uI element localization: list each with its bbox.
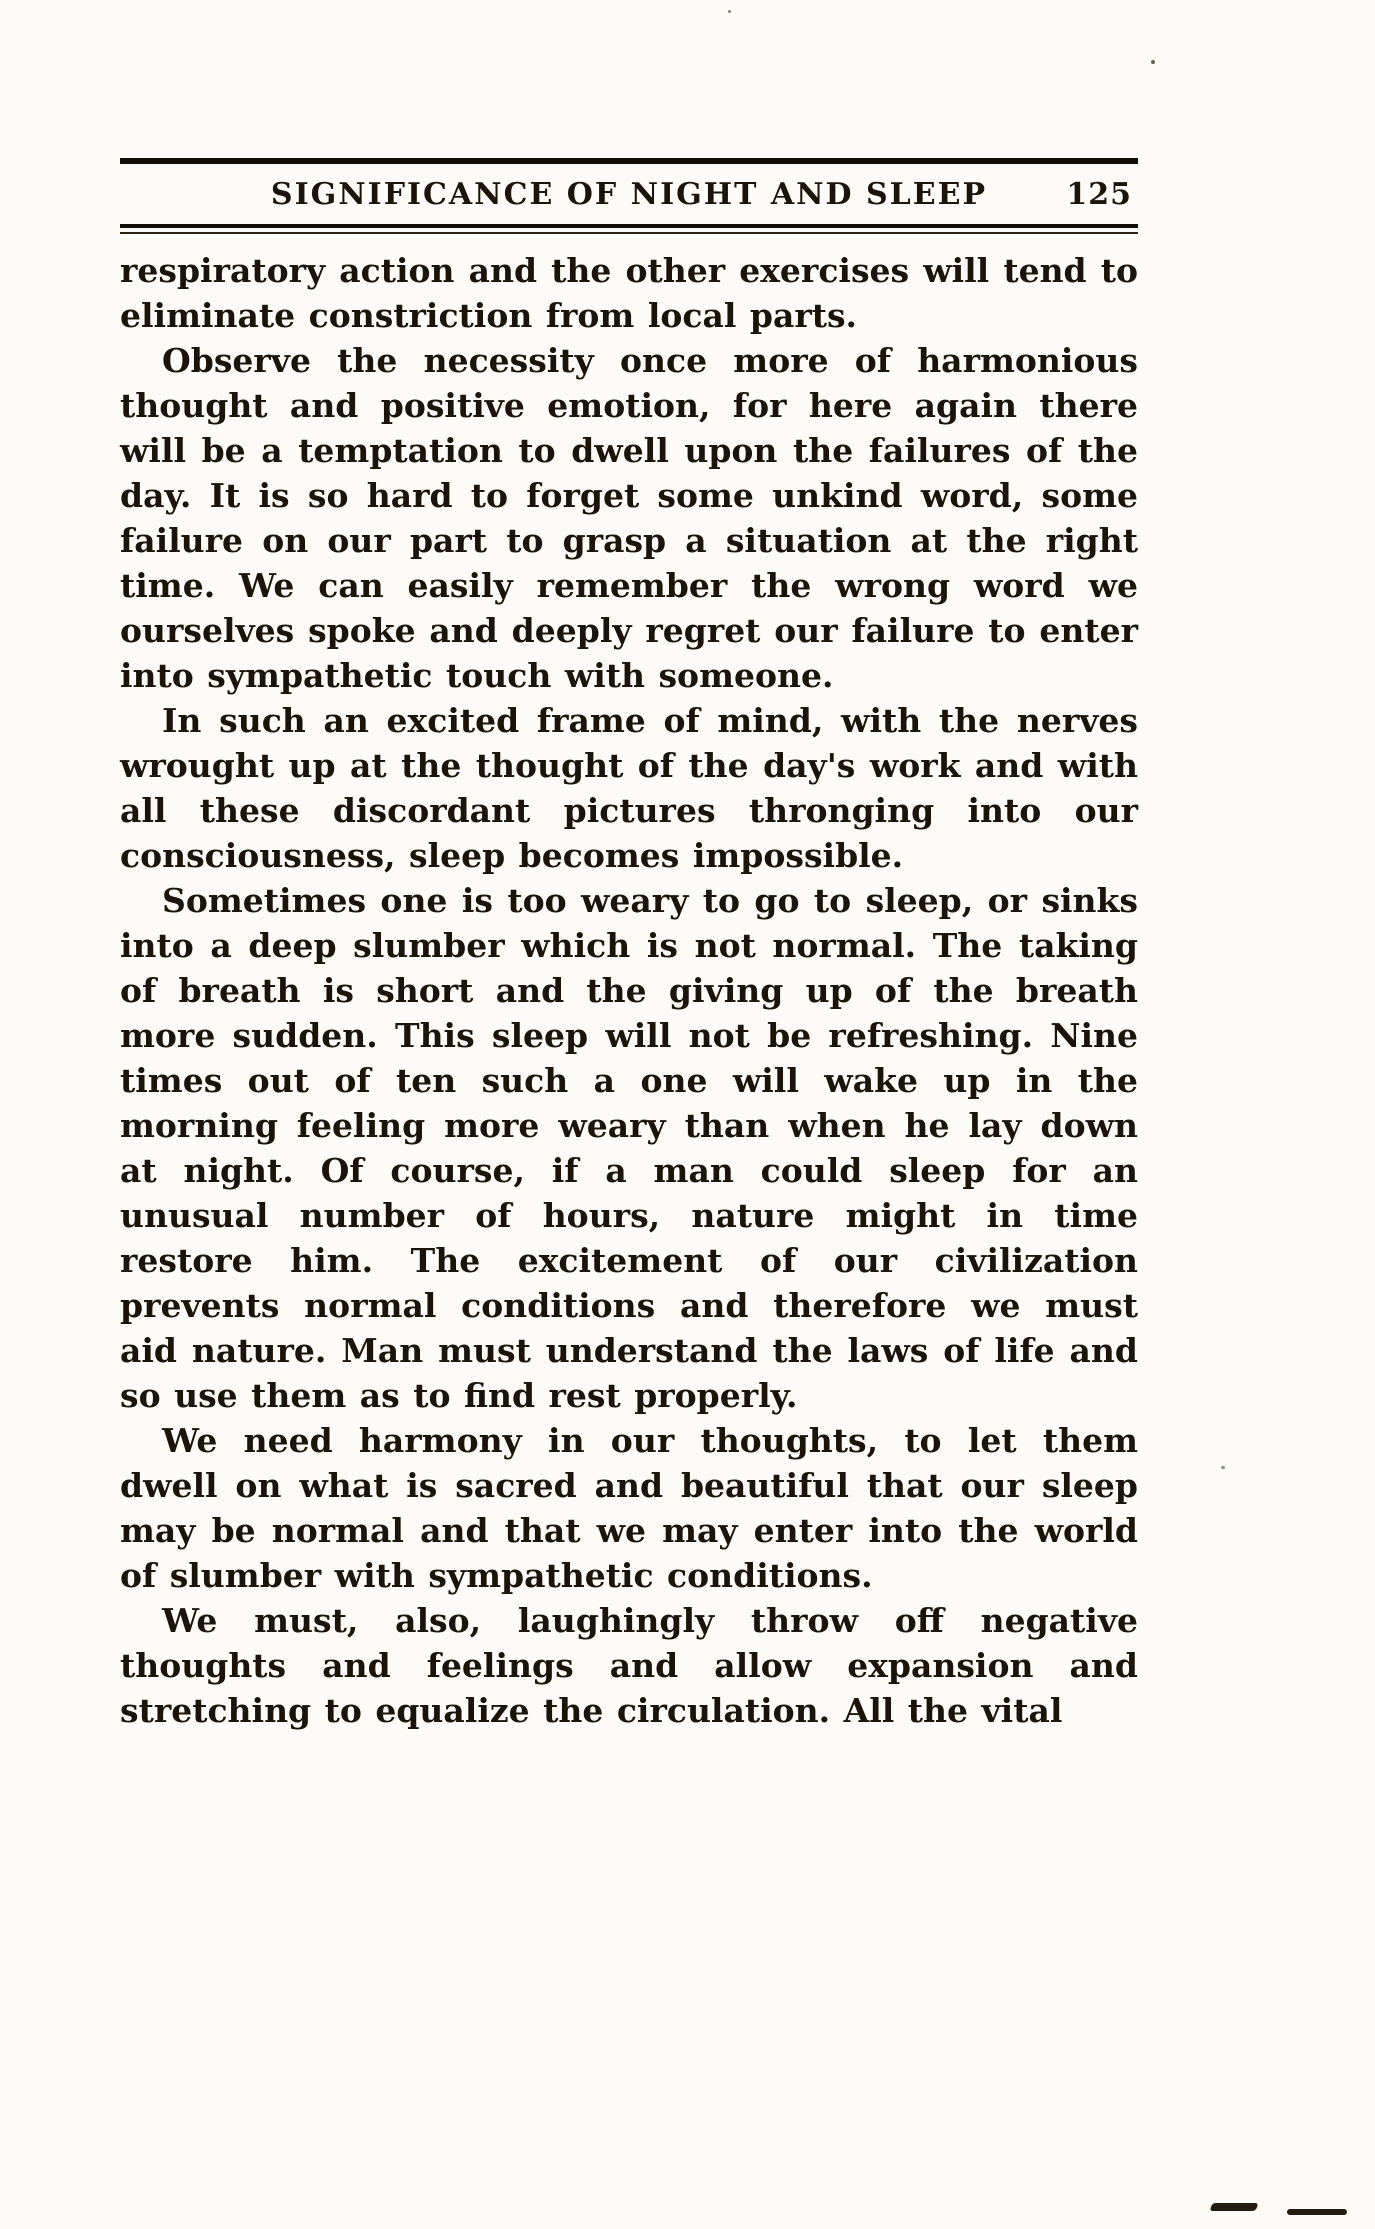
body-text [120, 248, 1138, 1733]
paragraph: respiratory action and the other exercises will tend to eliminate constriction from local parts. [120, 251, 1138, 335]
header-rule-top [120, 158, 1138, 164]
running-head [120, 172, 1138, 218]
header-rule-bottom-thin [120, 232, 1138, 234]
paragraph: Sometimes one is too weary to go to sleep, or sinks into a deep slumber which is not normal. The taking of breath is short and the giving up of the breath more sudden. This sleep will not be refreshing. Nine times out of ten such a one will wake up in the morning feeling more weary than when he lay down at night. Of course, if a man could sleep for an unusual number of hours, nature might in time restore him. The excitement of our civilization prevents normal conditions and therefore we must aid nature. Man must understand the laws of life and so use them as to find rest properly. [120, 881, 1138, 1415]
page-title: SIGNIFICANCE OF NIGHT AND SLEEP [270, 177, 988, 212]
paragraph: We need harmony in our thoughts, to let them dwell on what is sacred and beautiful that our sleep may be normal and that we may enter into the world of slumber with sympathetic conditions. [120, 1421, 1138, 1595]
scan-smudge [1287, 2209, 1347, 2215]
scan-speck [1221, 1466, 1225, 1469]
scan-speck [1151, 60, 1155, 64]
paragraph: In such an excited frame of mind, with the nerves wrought up at the thought of the day's work and with all these discordant pictures thronging into our consciousness, sleep becomes impossible. [120, 701, 1138, 875]
paragraph: Observe the necessity once more of harmonious thought and positive emotion, for here again there will be a temptation to dwell upon the failures of the day. It is so hard to forget some unkind word, some failure on our part to grasp a situation at the right time. We can easily remember the wrong word we ourselves spoke and deeply regret our failure to enter into sympathetic touch with someone. [120, 341, 1138, 695]
header-rule-bottom [120, 224, 1138, 228]
scan-smudge [1210, 2203, 1259, 2211]
text-block [120, 158, 1138, 1733]
paragraph: We must, also, laughingly throw off negative thoughts and feelings and allow expansion and stretching to equalize the circulation. All the vital [120, 1601, 1138, 1730]
scan-speck [728, 10, 731, 13]
page-number: 125 [1066, 177, 1132, 212]
